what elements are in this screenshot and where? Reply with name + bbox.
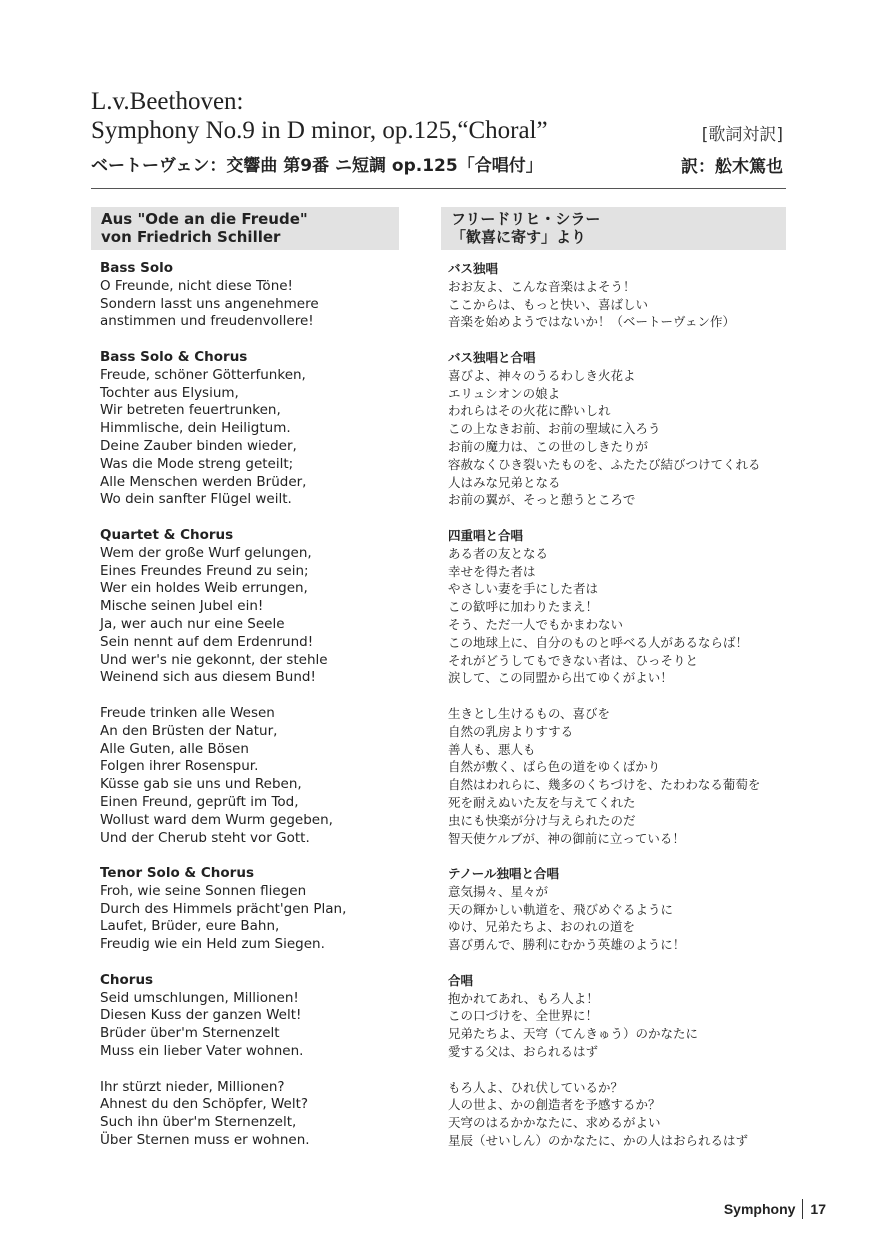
lyric-line: Weinend sich aus diesem Bund!	[100, 669, 316, 686]
lyric-line: Brüder über'm Sternenzelt	[100, 1025, 280, 1042]
lyric-line: Freude, schöner Götterfunken,	[100, 366, 306, 383]
lyric-line: 容赦なくひき裂いたものを、ふたたび結びつけてくれる	[448, 456, 761, 472]
lyrics-stanza	[100, 705, 420, 847]
stanza-label: 四重唱と合唱	[448, 527, 524, 543]
lyric-line: O Freunde, nicht diese Töne!	[100, 277, 293, 294]
lyric-line: 星辰（せいしん）のかなたに、かの人はおられるはず	[448, 1133, 749, 1149]
lyrics-stanza	[100, 1079, 420, 1150]
lyric-line: 生きとし生けるもの、喜びを	[448, 705, 611, 721]
lyrics-stanza	[100, 527, 420, 687]
lyric-line: Ihr stürzt nieder, Millionen?	[100, 1078, 285, 1095]
lyric-line: Wer ein holdes Weib errungen,	[100, 580, 308, 597]
lyric-line: Wem der große Wurf gelungen,	[100, 544, 312, 561]
lyric-line: 音楽を始めようではないか！（ベートーヴェン作）	[448, 314, 736, 330]
lyric-line: Was die Mode streng geteilt;	[100, 455, 294, 472]
stanza-label: バス独唱と合唱	[448, 349, 536, 365]
lyric-line: Alle Menschen werden Brüder,	[100, 473, 307, 490]
lyrics-stanza	[448, 865, 788, 954]
lyrics-stanza	[100, 972, 420, 1061]
stanza-label: 合唱	[448, 972, 474, 988]
lyric-line: 幸せを得た者は	[448, 563, 536, 579]
title-work: Symphony No.9 in D minor, op.125,“Choral”	[91, 117, 548, 144]
japanese-column-header	[441, 207, 786, 250]
stanza-label: テノール独唱と合唱	[448, 866, 560, 882]
lyric-line: この歓呼に加わりたまえ！	[448, 599, 599, 615]
lyric-line: Seid umschlungen, Millionen!	[100, 989, 299, 1006]
lyric-line: 死を耐えぬいた友を与えてくれた	[448, 794, 636, 810]
lyric-line: お前の魔力は、この世のしきたりが	[448, 438, 649, 454]
lyric-line: 涙して、この同盟から出てゆくがよい！	[448, 670, 673, 686]
lyrics-stanza	[100, 349, 420, 509]
lyrics-stanza	[448, 260, 788, 331]
lyrics-stanza	[448, 972, 788, 1061]
lyric-line: 人はみな兄弟となる	[448, 474, 561, 490]
lyric-line: Diesen Kuss der ganzen Welt!	[100, 1007, 302, 1024]
lyrics-stanza	[448, 349, 788, 509]
lyric-line: Deine Zauber binden wieder,	[100, 437, 297, 454]
stanza-label: Bass Solo	[100, 260, 174, 276]
lyric-line: Durch des Himmels prächt'gen Plan,	[100, 900, 347, 917]
lyric-line: Muss ein lieber Vater wohnen.	[100, 1043, 304, 1060]
lyric-line: Und der Cherub steht vor Gott.	[100, 829, 310, 846]
stanza-label: バス独唱	[448, 261, 499, 276]
lyric-line: この口づけを、全世界に！	[448, 1008, 599, 1024]
lyric-line: Alle Guten, alle Bösen	[100, 740, 249, 757]
lyric-line: おお友よ、こんな音楽はよそう！	[448, 278, 636, 294]
lyric-line: 喜び勇んで、勝利にむかう英雄のように！	[448, 937, 686, 953]
japanese-header-line: 「歓喜に寄す」より	[451, 228, 587, 246]
lyric-line: やさしい妻を手にした者は	[448, 581, 599, 597]
lyric-line: お前の翼が、そっと憩うところで	[448, 492, 636, 508]
lyric-line: 抱かれてあれ、もろ人よ！	[448, 990, 599, 1006]
stanza-label: Chorus	[100, 971, 154, 988]
lyric-line: 愛する父は、おられるはず	[448, 1044, 599, 1060]
lyric-line: Ahnest du den Schöpfer, Welt?	[100, 1096, 309, 1113]
stanza-label: Tenor Solo & Chorus	[100, 865, 254, 882]
title-composer: L.v.Beethoven:	[91, 88, 244, 115]
lyric-line: Froh, wie seine Sonnen fliegen	[100, 882, 307, 899]
lyrics-stanza	[448, 1079, 788, 1150]
german-column-header	[91, 207, 399, 250]
lyric-line: この地球上に、自分のものと呼べる人があるならば！	[448, 634, 749, 650]
lyrics-stanza	[448, 527, 788, 687]
lyric-line: Einen Freund, geprüft im Tod,	[100, 793, 299, 810]
lyric-line: この上なきお前、お前の聖域に入ろう	[448, 421, 661, 437]
lyrics-stanza	[100, 260, 420, 331]
lyric-line: もろ人よ、ひれ伏しているか？	[448, 1079, 624, 1095]
lyric-line: Such ihn über'm Sternenzelt,	[100, 1114, 297, 1131]
lyric-line: ある者の友となる	[448, 545, 549, 561]
translator-credit: 訳：舩木篤也	[681, 157, 783, 177]
german-lyrics-column	[100, 260, 420, 1168]
japanese-lyrics-column	[448, 260, 788, 1168]
stanza-label: Bass Solo & Chorus	[100, 348, 248, 365]
lyric-line: 人の世よ、かの創造者を予感するか？	[448, 1097, 661, 1113]
lyric-line: 喜びよ、神々のうるわしき火花よ	[448, 367, 636, 383]
lyric-line: われらはその火花に酔いしれ	[448, 403, 611, 419]
japanese-header-line: フリードリヒ・シラー	[451, 210, 601, 228]
lyric-line: Und wer's nie gekonnt, der stehle	[100, 651, 328, 668]
stanza-label: Quartet & Chorus	[100, 526, 234, 543]
lyric-line: Wo dein sanfter Flügel weilt.	[100, 491, 292, 508]
lyric-line: Eines Freundes Freund zu sein;	[100, 562, 309, 579]
lyric-line: Mische seinen Jubel ein!	[100, 598, 264, 615]
title-japanese: ベートーヴェン：交響曲 第9番 ニ短調 op.125「合唱付」	[91, 156, 543, 176]
lyric-line: Sein nennt auf dem Erdenrund!	[100, 633, 314, 650]
page-footer	[724, 1199, 826, 1219]
lyric-line: 兄弟たちよ、天穹（てんきゅう）のかなたに	[448, 1026, 699, 1042]
lyric-line: 天の輝かしい軌道を、飛びめぐるように	[448, 901, 674, 917]
lyric-line: 自然はわれらに、幾多のくちづけを、たわわなる葡萄を	[448, 777, 761, 793]
footer-section-label: Symphony	[723, 1201, 796, 1217]
page-number: 17	[810, 1201, 826, 1217]
lyric-line: ここからは、もっと快い、喜ばしい	[448, 296, 649, 312]
lyric-line: 虫にも快楽が分け与えられたのだ	[448, 812, 636, 828]
translation-tag: [歌詞対訳]	[701, 125, 783, 145]
german-header-line: Aus "Ode an die Freude"	[101, 210, 308, 228]
lyric-line: Wir betreten feuertrunken,	[100, 402, 281, 419]
lyric-line: Wollust ward dem Wurm gegeben,	[100, 811, 333, 828]
german-header-line: von Friedrich Schiller	[101, 228, 281, 246]
lyric-line: 意気揚々、星々が	[448, 883, 549, 899]
lyric-line: Küsse gab sie uns und Reben,	[100, 776, 302, 793]
lyric-line: 智天使ケルブが、神の御前に立っている！	[448, 830, 685, 846]
lyric-line: Ja, wer auch nur eine Seele	[100, 615, 285, 632]
lyric-line: Himmlische, dein Heiligtum.	[100, 420, 291, 437]
header-divider	[91, 188, 786, 189]
lyrics-stanza	[100, 865, 420, 954]
lyric-line: anstimmen und freudenvollere!	[100, 313, 314, 330]
lyric-line: Freudig wie ein Held zum Siegen.	[100, 936, 325, 953]
lyrics-stanza	[448, 705, 788, 847]
lyric-line: Sondern lasst uns angenehmere	[100, 295, 319, 312]
lyric-line: 自然が敷く、ばら色の道をゆくばかり	[448, 759, 661, 775]
lyric-line: エリュシオンの娘よ	[448, 385, 561, 401]
lyric-line: Laufet, Brüder, eure Bahn,	[100, 918, 280, 935]
lyric-line: それがどうしてもできない者は、ひっそりと	[448, 652, 699, 668]
lyric-line: 天穹のはるかかなたに、求めるがよい	[448, 1115, 661, 1131]
lyric-line: 善人も、悪人も	[448, 741, 536, 757]
footer-separator	[802, 1199, 803, 1219]
lyric-line: ゆけ、兄弟たちよ、おのれの道を	[448, 919, 636, 935]
lyric-line: An den Brüsten der Natur,	[100, 722, 278, 739]
lyric-line: Über Sternen muss er wohnen.	[100, 1132, 310, 1149]
lyric-line: Tochter aus Elysium,	[100, 384, 239, 401]
lyric-line: Freude trinken alle Wesen	[100, 704, 275, 721]
lyric-line: そう、ただ一人でもかまわない	[448, 616, 624, 632]
lyric-line: 自然の乳房よりすする	[448, 723, 574, 739]
lyric-line: Folgen ihrer Rosenspur.	[100, 758, 259, 775]
